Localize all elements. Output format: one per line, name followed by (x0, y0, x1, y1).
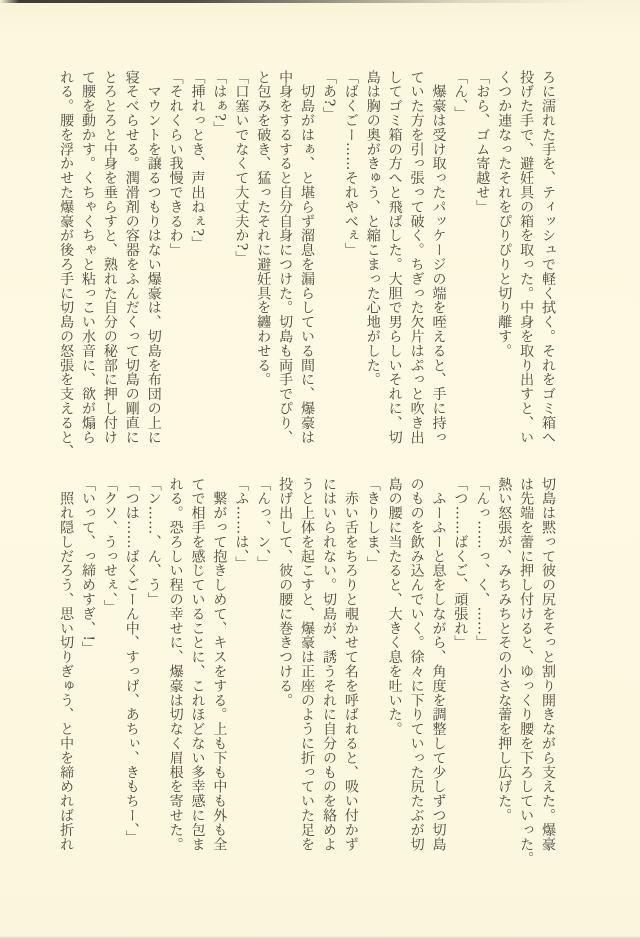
text-column: て腰を動かす。くちゃくちゃと粘っこい水音に、欲が煽ら (79, 70, 96, 445)
text-column: 島は胸の奥がきゅう、と縮こまった心地がした。 (364, 70, 381, 387)
text-column: 「つ……ばくご、頑張れ」 (452, 477, 469, 650)
text-column: 投げ出して、彼の腰に巻きつける。 (277, 477, 294, 708)
text-column: 「つは……ばくごーん中、すっげ、あちぃ、きもちー、」 (123, 477, 140, 845)
text-column: 「それくらい我慢できるわ」 (167, 70, 184, 258)
text-column: 「挿れっとき、声出ねぇ?」 (189, 70, 206, 251)
text-column: 寝そべらせる。潤滑剤の容器をふんだくって切島の剛直に (123, 70, 140, 445)
text-column: 「はぁ?」 (211, 70, 228, 136)
text-column: 「いって、っ締めすぎ、!」 (79, 477, 96, 656)
text-column: 「きりしま、」 (364, 477, 381, 571)
text-column: 「ん、」 (452, 70, 469, 121)
text-column: 「ばくごー……それやべぇ」 (342, 70, 359, 258)
text-column: 「おら、ゴム寄越せ」 (474, 70, 491, 214)
text-column: 赤い舌をちろりと覗かせて名を呼ばれると、吸い付かず (342, 477, 359, 852)
text-column: てで相手を感じていることに、これほどない多幸感に包ま (189, 477, 206, 852)
text-column: 「んっ……っ、く、……」 (474, 477, 491, 650)
text-column: マウントを譲るつもりはない爆豪は、切島を布団の上に (145, 70, 162, 445)
text-column: れる。腰を浮かせた爆豪が後ろ手に切島の怒張を支えると、 (58, 70, 75, 459)
text-column: は先端を蕾に押し付けると、ゆっくり腰を下ろしていった。 (518, 477, 535, 866)
text-column: とろとろと中身を垂らすと、熟れた自分の秘部に押し付け (101, 70, 118, 445)
text-column: 投げた手で、避妊具の箱を取った。中身を取り出すと、い (518, 70, 535, 445)
text-column: 島の腰に当たると、大きく息を吐いた。 (386, 477, 403, 737)
text-column: してゴミ箱の方へと飛ばした。大胆で男らしいそれに、切 (386, 70, 403, 445)
scan-artifact-top-edge (0, 0, 640, 3)
text-column: うと上体を起こすと、爆豪は正座のように折っていた足を (299, 477, 316, 852)
text-column: 「ン……、ん、う」 (145, 477, 162, 607)
text-column: 「口塞いでなくて大丈夫か?」 (233, 70, 250, 266)
text-column: 切島がはぁ、と堪らず溜息を漏らしている間に、爆豪は (299, 70, 316, 445)
text-column: 繋がって抱きしめて、キスをする。上も下も中も外も全 (211, 477, 228, 852)
text-column: 照れ隠しだろう、思い切りぎゅう、と中を締めれば折れ (58, 477, 75, 852)
text-column: ふーふーと息をしながら、角度を調整して少しずつ切島 (430, 477, 447, 852)
text-block-bottom (54, 477, 558, 866)
text-column: ろに濡れた手を、ティッシュで軽く拭く。それをゴミ箱へ (540, 70, 556, 445)
text-column: 熱い怒張が、みちみちとその小さな蕾を押し広げた。 (496, 477, 513, 823)
text-column: と包みを破き、猛ったそれに避妊具を纏わせる。 (255, 70, 272, 387)
text-column: 「あ?」 (320, 70, 337, 122)
text-column: 「んっ、ン、」 (255, 477, 272, 571)
text-block-top (54, 70, 558, 459)
text-column: ていた方を引っ張って破く。ちぎった欠片はぷっと吹き出 (408, 70, 425, 445)
text-column: 「クソ、うっせぇ、」 (101, 477, 118, 614)
text-column: 中身をするすると自分自身につけた。切島も両手でぴり、 (277, 70, 294, 445)
text-column: 爆豪は受け取ったパッケージの端を咥えると、手に持っ (430, 70, 447, 445)
text-column: のものを飲み込んでいく。徐々に下りていった尻たぶが切 (408, 477, 425, 852)
text-column: にはいられない。切島が、誘うそれに自分のものを絡めよ (320, 477, 337, 852)
text-column: くつか連なったそれをぴりぴりと切り離す。 (496, 70, 513, 358)
text-column: 「ふ……は、」 (233, 477, 250, 571)
text-column: れる。恐ろしい程の幸せに、爆豪は切なく眉根を寄せた。 (167, 477, 184, 852)
text-column: 切島は黙って彼の尻をそっと割り開きながら支えた。爆豪 (540, 477, 556, 852)
